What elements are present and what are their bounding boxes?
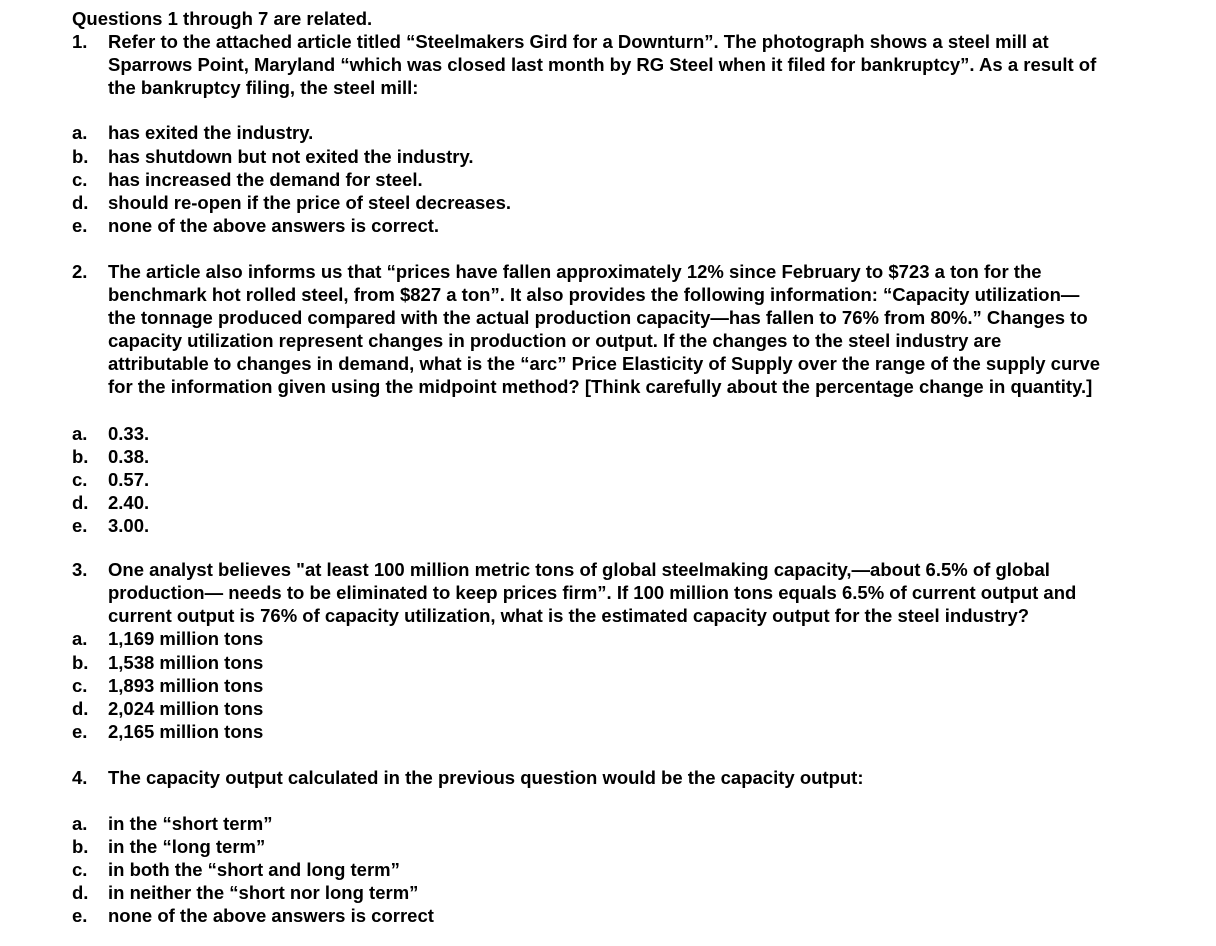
question-2-number: 2. [72,261,88,282]
question-2-option-text: 0.57. [108,469,150,490]
question-3-option-text: 2,024 million tons [108,698,264,719]
question-3-option-text: 1,538 million tons [108,652,264,673]
question-3-number: 3. [72,559,88,580]
question-4-option-letter: a. [72,813,88,834]
question-3-option-letter: c. [72,675,88,696]
question-2-line: the tonnage produced compared with the actual production capacity—has fallen to 76% from 80%.” Changes to [108,307,1088,328]
question-2-option-letter: a. [72,423,88,444]
question-3-line: current output is 76% of capacity utilization, what is the estimated capacity output for the steel industry? [108,605,1030,626]
question-4-option-text: in the “short term” [108,813,273,834]
question-2-line: for the information given using the midpoint method? [Think carefully about the percentage change in quantity.] [108,376,1093,397]
question-3-option-text: 2,165 million tons [108,721,264,742]
question-1-option-text: should re-open if the price of steel decreases. [108,192,512,213]
question-4-line: The capacity output calculated in the previous question would be the capacity output: [108,767,864,788]
question-4-option-letter: c. [72,859,88,880]
question-2-option-letter: e. [72,515,88,536]
question-1-option-letter: a. [72,122,88,143]
question-3-option-text: 1,893 million tons [108,675,264,696]
question-4-number: 4. [72,767,88,788]
question-1-line: the bankruptcy filing, the steel mill: [108,77,419,98]
question-4-option-text: in both the “short and long term” [108,859,400,880]
question-1-option-letter: e. [72,215,88,236]
question-1-option-letter: c. [72,169,88,190]
question-4-option-letter: d. [72,882,89,903]
question-2-option-text: 2.40. [108,492,150,513]
question-1-line: Sparrows Point, Maryland “which was closed last month by RG Steel when it filed for bankruptcy”. As a result of [108,54,1097,75]
question-2-line: attributable to changes in demand, what is the “arc” Price Elasticity of Supply over the range of the supply curve [108,353,1101,374]
question-3-option-text: 1,169 million tons [108,628,264,649]
question-1-line: Refer to the attached article titled “Steelmakers Gird for a Downturn”. The photograph shows a steel mill at [108,31,1049,52]
question-3-option-letter: a. [72,628,88,649]
question-2-option-text: 0.33. [108,423,150,444]
question-3-option-letter: e. [72,721,88,742]
question-2-option-text: 0.38. [108,446,150,467]
question-3-line: One analyst believes "at least 100 million metric tons of global steelmaking capacity,—about 6.5% of global [108,559,1050,580]
question-1-option-text: has exited the industry. [108,122,314,143]
question-4-option-text: in the “long term” [108,836,266,857]
question-4-option-letter: e. [72,905,88,926]
question-2-line: capacity utilization represent changes in production or output. If the changes to the steel industry are [108,330,1002,351]
question-1-option-letter: b. [72,146,89,167]
question-2-line: The article also informs us that “prices have fallen approximately 12% since February to $723 a ton for the [108,261,1042,282]
question-2-option-letter: c. [72,469,88,490]
question-2-option-letter: d. [72,492,89,513]
question-3-option-letter: b. [72,652,89,673]
question-1-option-letter: d. [72,192,89,213]
question-1-number: 1. [72,31,88,52]
question-1-option-text: none of the above answers is correct. [108,215,440,236]
question-3-option-letter: d. [72,698,89,719]
question-1-option-text: has increased the demand for steel. [108,169,423,190]
question-2-option-text: 3.00. [108,515,150,536]
question-2-option-letter: b. [72,446,89,467]
question-1-option-text: has shutdown but not exited the industry. [108,146,474,167]
question-4-option-letter: b. [72,836,89,857]
question-4-option-text: none of the above answers is correct [108,905,434,926]
question-2-line: benchmark hot rolled steel, from $827 a ton”. It also provides the following information: “Capacity utilization— [108,284,1080,305]
question-4-option-text: in neither the “short nor long term” [108,882,419,903]
intro-heading: Questions 1 through 7 are related. [72,8,373,29]
question-3-line: production— needs to be eliminated to keep prices firm”. If 100 million tons equals 6.5% of current output and [108,582,1077,603]
